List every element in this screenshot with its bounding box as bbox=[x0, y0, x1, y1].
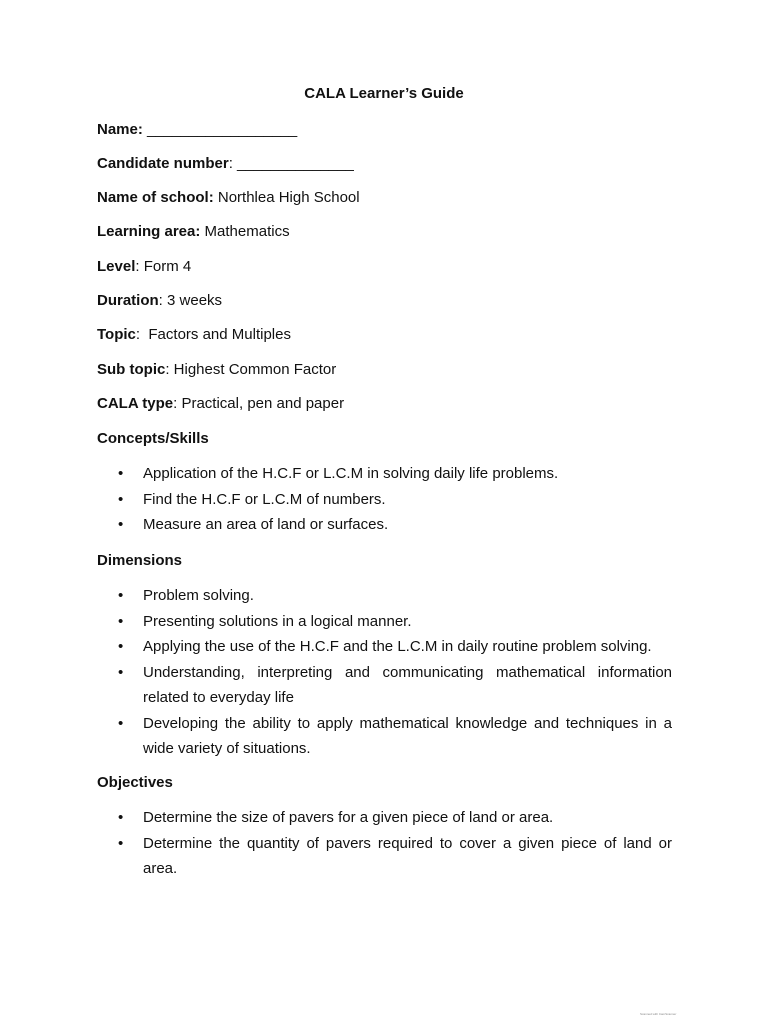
field-separator: : bbox=[173, 395, 178, 412]
field-level bbox=[97, 258, 191, 276]
dimensions-list bbox=[97, 583, 672, 762]
field-separator: : bbox=[208, 189, 214, 206]
field-label: Name of school bbox=[97, 189, 209, 206]
field-separator: : bbox=[195, 223, 201, 240]
field-value: 3 weeks bbox=[162, 292, 223, 309]
list-item: • Applying the use of the H.C.F and the L.C.M in daily routine problem solving. bbox=[97, 634, 672, 660]
field-cala-type bbox=[97, 395, 344, 413]
list-item: • Determine the quantity of pavers required to cover a given piece of land or area. bbox=[97, 831, 672, 882]
concepts-skills-list bbox=[97, 461, 672, 538]
field-duration bbox=[97, 292, 222, 310]
field-separator: : bbox=[158, 292, 163, 309]
field-value: __________________ bbox=[142, 121, 298, 138]
list-item: • Find the H.C.F or L.C.M of numbers. bbox=[97, 487, 672, 513]
field-label: Level bbox=[97, 258, 136, 275]
field-name bbox=[97, 121, 297, 139]
section-heading-dimensions: Dimensions bbox=[97, 552, 183, 569]
list-item: • Problem solving. bbox=[97, 583, 672, 609]
field-candidate-number bbox=[97, 155, 354, 173]
field-value: Practical, pen and paper bbox=[177, 395, 345, 412]
field-value: Factors and Multiples bbox=[140, 326, 291, 343]
field-topic bbox=[97, 326, 291, 344]
list-item: • Presenting solutions in a logical manner. bbox=[97, 609, 672, 635]
field-learning-area bbox=[97, 223, 290, 241]
field-separator: : bbox=[137, 121, 143, 138]
field-label: CALA type bbox=[97, 395, 174, 412]
field-label: Sub topic bbox=[97, 361, 166, 378]
field-label: Duration bbox=[97, 292, 159, 309]
field-school bbox=[97, 189, 360, 207]
objectives-list bbox=[97, 805, 672, 882]
field-value: Northlea High School bbox=[213, 189, 360, 206]
field-label: Learning area bbox=[97, 223, 196, 240]
list-item: • Understanding, interpreting and communicating mathematical information related to everyday life bbox=[97, 660, 672, 711]
field-label: Name bbox=[97, 121, 138, 138]
document-title: CALA Learner’s Guide bbox=[304, 85, 464, 102]
field-label: Topic bbox=[97, 326, 136, 343]
field-label: Candidate number bbox=[97, 155, 229, 172]
list-item: • Developing the ability to apply mathematical knowledge and techniques in a wide variety of situations. bbox=[97, 711, 672, 762]
section-heading-objectives: Objectives bbox=[97, 774, 173, 791]
list-item: • Application of the H.C.F or L.C.M in solving daily life problems. bbox=[97, 461, 672, 487]
field-value: Form 4 bbox=[139, 258, 192, 275]
field-separator: : bbox=[228, 155, 233, 172]
field-separator: : bbox=[165, 361, 170, 378]
field-value: ______________ bbox=[232, 155, 354, 172]
list-item: • Determine the size of pavers for a given piece of land or area. bbox=[97, 805, 672, 831]
field-separator: : bbox=[135, 326, 141, 343]
list-item: • Measure an area of land or surfaces. bbox=[97, 512, 672, 538]
field-sub-topic bbox=[97, 361, 336, 379]
scanner-watermark: Scanned with CamScanner bbox=[640, 1012, 677, 1016]
field-separator: : bbox=[135, 258, 140, 275]
field-value: Highest Common Factor bbox=[169, 361, 337, 378]
field-value: Mathematics bbox=[200, 223, 290, 240]
section-heading-concepts-skills: Concepts/Skills bbox=[97, 430, 209, 447]
